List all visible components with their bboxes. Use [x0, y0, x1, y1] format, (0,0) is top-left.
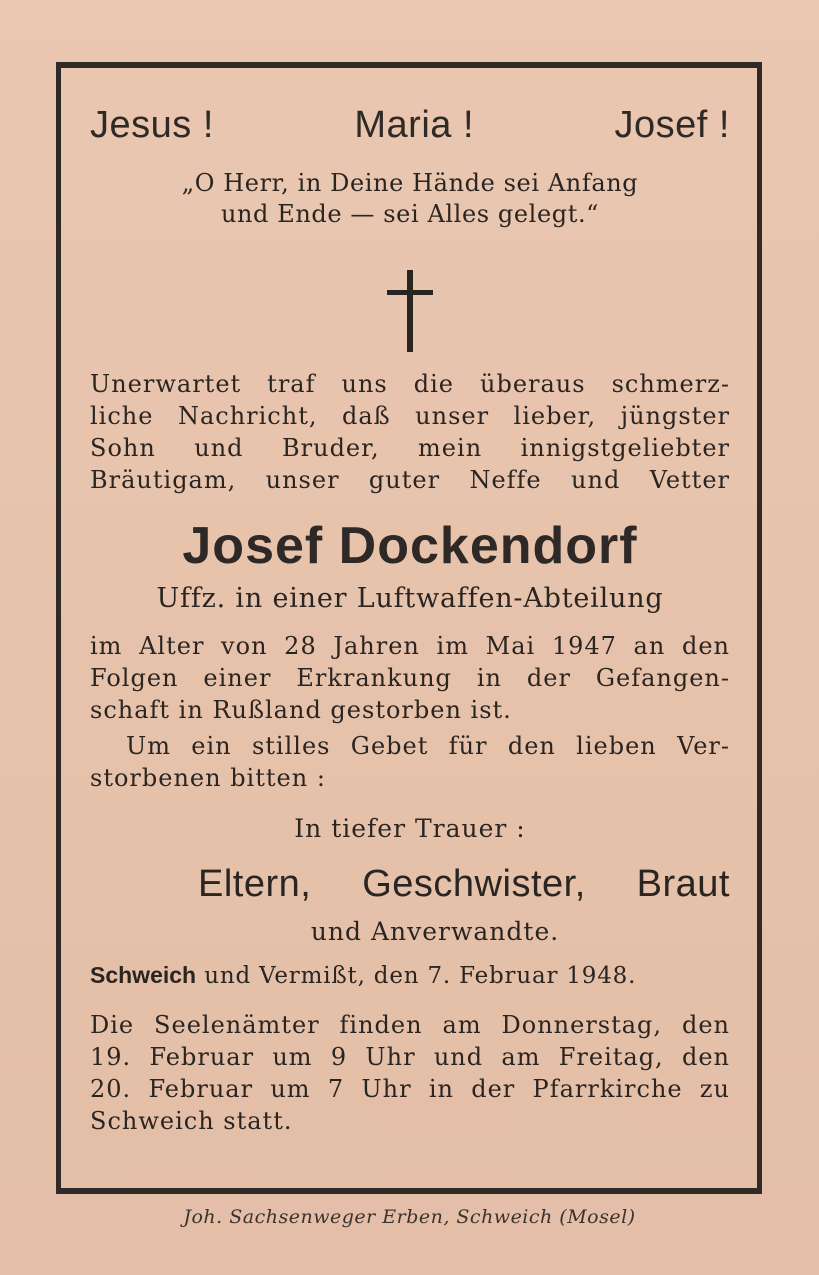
card-content [90, 100, 730, 1137]
death-line-2: Folgen einer Erkrankung in der Gefangen- [90, 664, 730, 692]
invocation-jesus: Jesus ! [90, 104, 214, 146]
mourning-relatives: und Anverwandte. [310, 917, 560, 946]
announcement-line-2: liche Nachricht, daß unser lieber, jüngster [90, 402, 730, 430]
printer-imprint: Joh. Sachsenweger Erben, Schweich (Mosel) [183, 1206, 636, 1228]
verse-line-1: „O Herr, in Deine Hände sei Anfang [181, 169, 639, 197]
announcement-line-1: Unerwartet traf uns die überaus schmerz- [90, 370, 730, 398]
invocation-josef: Josef ! [614, 104, 730, 146]
invocation-maria: Maria ! [354, 104, 475, 146]
deceased-rank: Uffz. in einer Luftwaffen-Abteilung [156, 583, 664, 614]
death-line-3: schaft in Rußland gestorben ist. [90, 696, 512, 724]
death-paragraph [90, 630, 730, 726]
services-line-1: Die Seelenämter finden am Donnerstag, den [90, 1011, 730, 1039]
verse-line-2: und Ende — sei Alles gelegt.“ [220, 200, 600, 228]
bible-verse [90, 168, 730, 230]
services-line-3: 20. Februar um 7 Uhr in der Pfarrkirche zu [90, 1075, 730, 1103]
cross-icon [387, 270, 433, 352]
dateline-place: Schweich [90, 962, 197, 988]
prayer-line-1: Um ein stilles Gebet für den lieben Ver- [126, 732, 730, 760]
services-line-2: 19. Februar um 9 Uhr und am Freitag, den [90, 1043, 730, 1071]
mourning-intro: In tiefer Trauer : [294, 814, 526, 843]
services-line-4: Schweich statt. [90, 1107, 293, 1135]
prayer-line-2: storbenen bitten : [90, 764, 326, 792]
dateline [90, 958, 730, 993]
invocation-header [90, 100, 730, 150]
announcement-line-3: Sohn und Bruder, mein innigstgeliebter [90, 434, 730, 462]
prayer-paragraph [90, 730, 730, 794]
dateline-text: und Vermißt, den 7. Februar 1948. [204, 963, 637, 989]
services-paragraph [90, 1009, 730, 1137]
mourning-family: Eltern, Geschwister, Braut [198, 863, 730, 905]
announcement-line-4: Bräutigam, unser guter Neffe und Vetter [90, 466, 730, 494]
announcement-paragraph [90, 368, 730, 496]
deceased-name: Josef Dockendorf [182, 517, 638, 575]
death-line-1: im Alter von 28 Jahren im Mai 1947 an den [90, 632, 730, 660]
